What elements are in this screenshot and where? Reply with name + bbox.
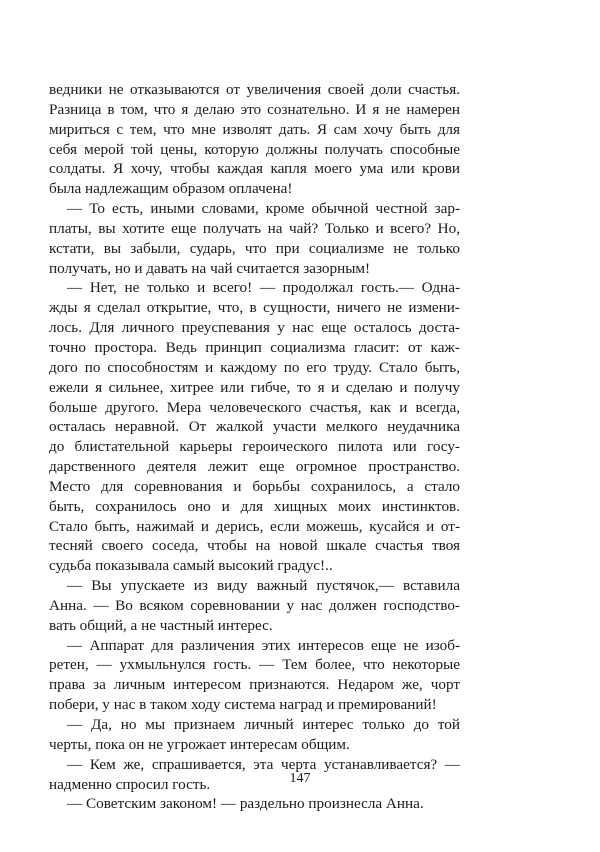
text-line: получать, но и давать на чай считается зазорным! — [49, 259, 371, 277]
text-line: точно простора. Ведь принцип социализма гласит: от каж- — [49, 338, 460, 356]
text-line: Анна. — Во всяком соревновании у нас должен господство- — [49, 596, 460, 614]
text-line: тесняй своего соседа, чтобы на новой шкале счастья твоя — [49, 537, 460, 555]
text-line: — Кем же, спрашивается, эта черта устанавливается? — — [67, 755, 460, 773]
text-line: Разница в том, что я делаю это сознательно. И я не намерен — [49, 100, 460, 118]
text-line: вать общий, а не частный интерес. — [49, 616, 273, 634]
text-line: ведники не отказываются от увеличения своей доли счастья. — [49, 81, 460, 98]
text-line: судьба показывала самый высокий градус!.. — [49, 557, 333, 575]
text-line: Место для соревнования и борьбы сохранилось, а стало — [49, 477, 460, 495]
text-line: ежели я сильнее, хитрее или гибче, то я и сделаю и получу — [49, 378, 460, 396]
text-line: осталась неравной. От жалкой участи мелкого неудачника — [49, 418, 460, 436]
text-line: быть, сохранилось оно и для хищных моих инстинктов. — [49, 497, 460, 515]
text-line: солдаты. Я хочу, чтобы каждая капля моего ума или крови — [49, 160, 460, 178]
text-line: — Вы упускаете из виду важный пустячок,— вставила — [67, 577, 460, 595]
text-line: — Да, но мы признаем личный интерес только до той — [67, 716, 460, 733]
text-line: — Аппарат для различения этих интересов еще не изоб- — [67, 636, 460, 654]
text-line: кстати, вы забыли, сударь, что при социализме не только — [49, 239, 460, 257]
text-line: себя мерой той цены, которую должны получать способные — [49, 140, 460, 158]
text-line: черты, пока он не угрожает интересам общим. — [49, 735, 350, 753]
text-line: дарственного деятеля лежит еще огромное пространство. — [49, 458, 460, 476]
text-line: — То есть, иными словами, кроме обычной честной зар- — [67, 200, 460, 218]
text-line: ретен, — ухмыльнулся гость. — Тем более, что некоторые — [49, 656, 460, 674]
text-line: была надлежащим образом оплачена! — [49, 180, 293, 198]
text-line: — Нет, не только и всего! — продолжал гость.— Одна- — [67, 279, 460, 297]
page-number: 147 — [289, 771, 311, 786]
text-line: надменно спросил гость. — [49, 775, 211, 793]
text-line: мириться с тем, что мне изволят дать. Я сам хочу быть для — [49, 120, 460, 138]
text-line: побери, у нас в таком ходу система наград и премирований! — [49, 696, 437, 714]
text-line: платы, вы хотите еще получать на чай? Только и всего? Но, — [49, 219, 460, 237]
text-line: права за личным интересом признаются. Недаром же, чорт — [49, 676, 460, 694]
text-line: больше другого. Мера человеческого счастья, как и всегда, — [49, 398, 460, 416]
body-text — [49, 80, 460, 814]
text-line: — Советским законом! — раздельно произнесла Анна. — [67, 795, 424, 813]
text-line: Стало быть, нажимай и дерись, если можешь, кусайся и от- — [49, 517, 460, 535]
text-line: дого по способностям и каждому по его труду. Стало быть, — [49, 358, 460, 376]
text-line: до блистательной карьеры героического пилота или госу- — [49, 438, 460, 456]
text-line: жды я сделал открытие, что, в сущности, ничего не измени- — [49, 299, 460, 317]
text-line: лось. Для личного преуспевания у нас еще осталось доста- — [49, 319, 460, 337]
